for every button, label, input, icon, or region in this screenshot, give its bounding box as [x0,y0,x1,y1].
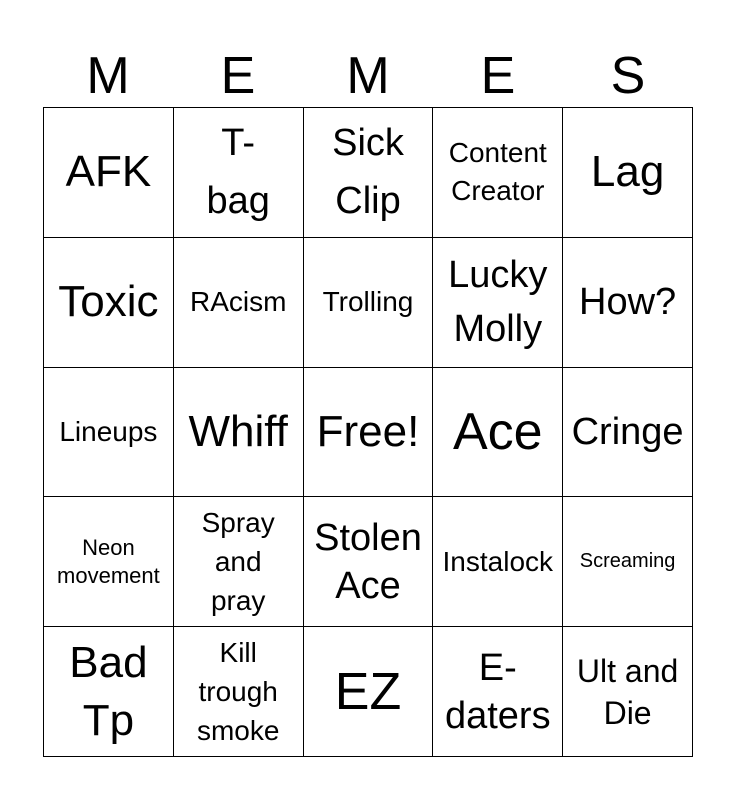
header-letter-e2: E [480,47,516,105]
cell-text: Bad Tp [69,637,148,745]
cell-text: Stolen Ace [314,516,422,607]
bingo-cell[interactable] [433,497,563,627]
bingo-cell[interactable] [563,238,693,368]
bingo-cell[interactable] [174,627,304,757]
cell-text: Free! [316,406,420,456]
bingo-cell[interactable] [304,238,434,368]
cell-text: Lag [590,147,665,197]
cell-text: Instalock [442,545,554,577]
cell-text: Cringe [571,410,684,453]
bingo-cell[interactable] [44,238,174,368]
bingo-header [43,46,693,106]
bingo-cell[interactable] [563,497,693,627]
header-letter-e1: E [220,47,256,105]
bingo-cell[interactable] [174,497,304,627]
bingo-cell[interactable] [44,627,174,757]
bingo-cell[interactable] [174,368,304,498]
bingo-cell[interactable] [304,627,434,757]
bingo-cell[interactable] [563,368,693,498]
cell-text: E- daters [444,646,551,737]
bingo-cell[interactable] [563,108,693,238]
bingo-cell[interactable] [174,108,304,238]
bingo-grid [43,107,693,757]
cell-text: Whiff [188,406,288,456]
cell-text: Screaming [579,550,676,573]
bingo-cell[interactable] [563,627,693,757]
cell-text: Spray and pray [201,507,275,617]
bingo-cell[interactable] [44,497,174,627]
bingo-cell[interactable] [44,108,174,238]
header-letter-s: S [610,47,646,105]
cell-text: Ace [452,402,543,461]
cell-text: Content Creator [448,137,547,207]
cell-text: AFK [65,147,152,197]
bingo-cell[interactable] [304,368,434,498]
cell-text: How? [579,281,677,324]
cell-text: Kill trough smoke [196,637,280,747]
bingo-cell[interactable] [433,238,563,368]
cell-text: Lineups [59,415,158,447]
bingo-cell[interactable] [174,238,304,368]
cell-text: Trolling [322,286,414,318]
cell-text: Neon movement [57,534,160,588]
bingo-cell[interactable] [433,108,563,238]
cell-text: RAcism [189,286,287,318]
cell-text: EZ [334,662,402,721]
cell-text: Lucky Molly [448,254,548,351]
header-letter-m1: M [86,47,130,105]
bingo-cell[interactable] [304,108,434,238]
cell-text: Ult and Die [576,652,679,731]
bingo-cell[interactable] [433,627,563,757]
cell-text: Toxic [58,277,159,327]
header-letter-m2: M [346,47,390,105]
cell-text: T- bag [206,122,270,223]
bingo-cell[interactable] [44,368,174,498]
cell-text: Sick Clip [332,122,404,223]
bingo-cell[interactable] [304,497,434,627]
bingo-cell[interactable] [433,368,563,498]
